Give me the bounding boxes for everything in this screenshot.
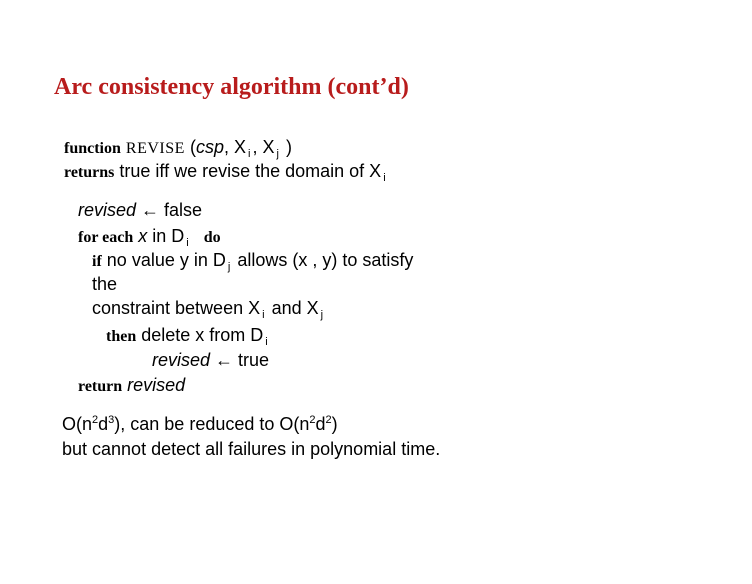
var-x: X: [262, 137, 275, 157]
continuation-text: the: [92, 274, 118, 294]
complexity-a: O(n: [62, 414, 93, 434]
comma: ,: [223, 137, 229, 157]
keyword-do: do: [203, 229, 221, 246]
subscript-i: i: [262, 309, 265, 321]
var-x: x: [138, 226, 148, 246]
complexity-c: ), can be reduced to O(n: [114, 414, 310, 434]
subscript-i: i: [265, 336, 268, 348]
revised-true-line: [152, 349, 269, 371]
superscript: 2: [309, 414, 316, 426]
close-paren: ): [285, 137, 292, 157]
assign-false: ← false: [141, 200, 203, 220]
complexity-e: ): [331, 414, 338, 434]
comma: ,: [252, 137, 258, 157]
complexity-line: [62, 413, 338, 438]
init-line: [78, 199, 202, 221]
subscript-j: j: [320, 309, 324, 321]
constraint-text-a: constraint between X: [92, 298, 261, 318]
var-revised: revised: [127, 375, 186, 395]
function-name: REVISE: [125, 140, 185, 157]
slide-title: Arc consistency algorithm (cont’d): [54, 74, 409, 100]
keyword-if: if: [92, 253, 102, 270]
if-line: [92, 249, 413, 274]
subscript-j: j: [227, 261, 231, 273]
if-text-a: no value y in D: [106, 250, 226, 270]
function-signature-line: [64, 136, 292, 161]
for-each-line: [78, 225, 221, 250]
constraint-text-b: and X: [271, 298, 319, 318]
in-domain: in D: [152, 226, 185, 246]
constraint-line: [92, 297, 325, 322]
subscript-i: i: [248, 148, 251, 160]
returns-line: [64, 160, 388, 185]
keyword-return: return: [78, 378, 123, 395]
complexity-note-line: but cannot detect all failures in polynomial time.: [62, 439, 441, 459]
subscript-i: i: [186, 237, 189, 249]
keyword-returns: returns: [64, 164, 115, 181]
superscript: 2: [325, 414, 332, 426]
keyword-for-each: for each: [78, 229, 134, 246]
open-paren: (: [189, 137, 196, 157]
superscript: 3: [108, 414, 115, 426]
keyword-then: then: [106, 328, 137, 345]
assign-true: ← true: [215, 350, 270, 370]
subscript-i: i: [383, 172, 386, 184]
then-text: delete x from D: [141, 325, 264, 345]
complexity-b: d: [98, 414, 109, 434]
var-revised: revised: [78, 200, 137, 220]
returns-text: true iff we revise the domain of X: [119, 161, 382, 181]
arg-csp: csp: [195, 137, 224, 157]
superscript: 2: [92, 414, 99, 426]
return-line: [78, 374, 185, 398]
if-text-b: allows (x , y) to satisfy: [237, 250, 414, 270]
var-x: X: [233, 137, 246, 157]
subscript-j: j: [276, 148, 279, 160]
var-revised: revised: [152, 350, 211, 370]
if-continuation-line: [92, 273, 117, 295]
keyword-function: function: [64, 140, 121, 157]
complexity-d: d: [315, 414, 326, 434]
then-line: [106, 324, 270, 349]
